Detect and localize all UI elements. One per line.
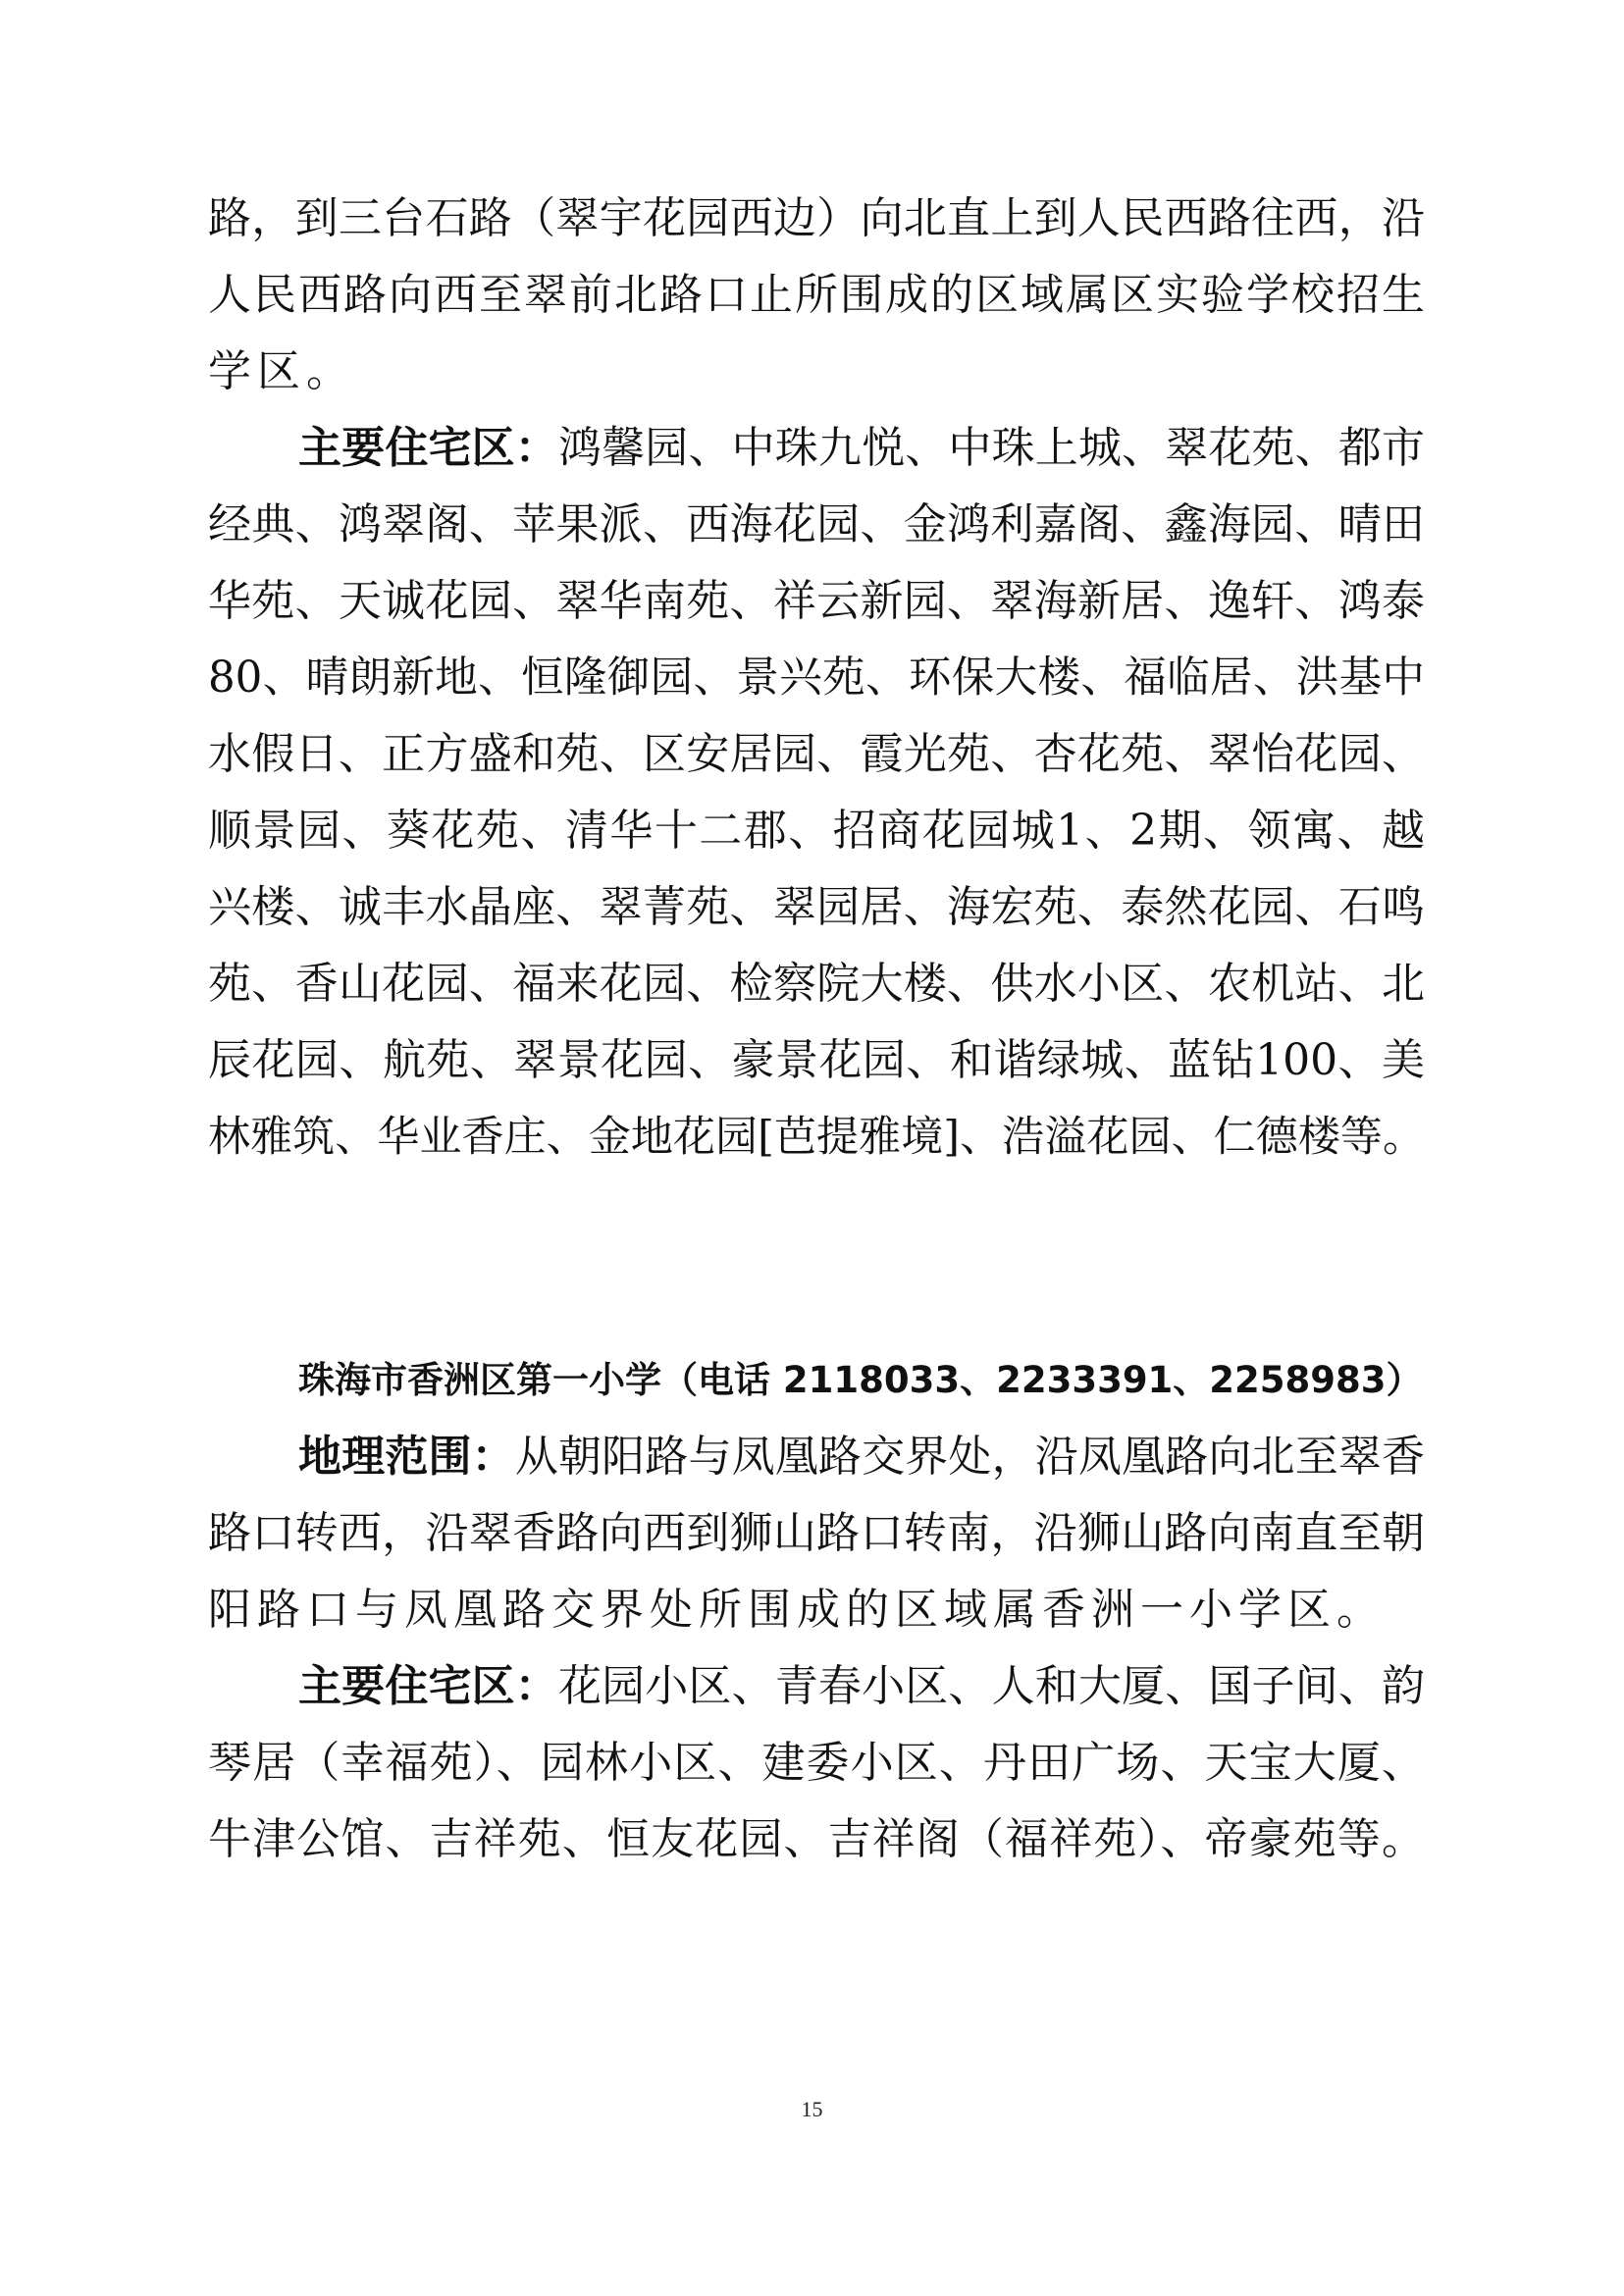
geography-label: 地理范围： (298, 1432, 515, 1482)
residential-line: 苑、香山花园、福来花园、检察院大楼、供水小区、农机站、北 (208, 959, 1425, 1009)
residential-2-first-line (298, 1648, 1425, 1725)
geography-line: 阳路口与凤凰路交界处所围成的区域属香洲一小学区。 (208, 1585, 1386, 1635)
residential-line: 80、晴朗新地、恒隆御园、景兴苑、环保大楼、福临居、洪基中 (208, 653, 1425, 703)
residential-line: 经典、鸿翠阁、苹果派、西海花园、金鸿利嘉阁、鑫海园、晴田 (208, 499, 1425, 549)
boundary-line-2: 人民西路向西至翠前北路口止所围成的区域属区实验学校招生 (208, 270, 1425, 320)
boundary-line-3: 学区。 (208, 346, 355, 396)
residential-line: 顺景园、葵花苑、清华十二郡、招商花园城1、2期、领寓、越 (208, 806, 1425, 856)
boundary-line-1: 路，到三台石路（翠宇花园西边）向北直上到人民西路往西，沿 (208, 193, 1425, 243)
school-heading: 珠海市香洲区第一小学（电话 2118033、2233391、2258983） (298, 1359, 1423, 1401)
residential-2-label: 主要住宅区： (298, 1661, 558, 1711)
residential-2-line: 琴居（幸福苑）、园林小区、建委小区、丹田广场、天宝大厦、 (208, 1738, 1425, 1788)
residential-2-line: 牛津公馆、吉祥苑、恒友花园、吉祥阁（福祥苑）、帝豪苑等。 (208, 1814, 1425, 1864)
geography-line: 路口转西，沿翠香路向西到狮山路口转南，沿狮山路向南直至朝 (208, 1508, 1425, 1558)
residential-line: 辰花园、航苑、翠景花园、豪景花园、和谐绿城、蓝钻100、美 (208, 1035, 1425, 1085)
residential-2-first-line-text: 花园小区、青春小区、人和大厦、国子间、韵 (557, 1661, 1426, 1711)
residential-label: 主要住宅区： (298, 423, 558, 473)
residential-first-line-text: 鸿馨园、中珠九悦、中珠上城、翠花苑、都市 (557, 423, 1426, 473)
residential-line: 兴楼、诚丰水晶座、翠菁苑、翠园居、海宏苑、泰然花园、石鸣 (208, 882, 1425, 932)
residential-line: 林雅筑、华业香庄、金地花园[芭提雅境]、浩溢花园、仁德楼等。 (208, 1113, 1425, 1162)
residential-line: 水假日、正方盛和苑、区安居园、霞光苑、杏花苑、翠怡花园、 (208, 729, 1425, 779)
geography-first-line-text: 从朝阳路与凤凰路交界处，沿凤凰路向北至翠香 (514, 1432, 1426, 1482)
residential-line: 华苑、天诚花园、翠华南苑、祥云新园、翠海新居、逸轩、鸿泰 (208, 576, 1425, 626)
page-number: 15 (801, 2097, 823, 2121)
residential-first-line (298, 410, 1425, 487)
geography-first-line (298, 1419, 1425, 1495)
